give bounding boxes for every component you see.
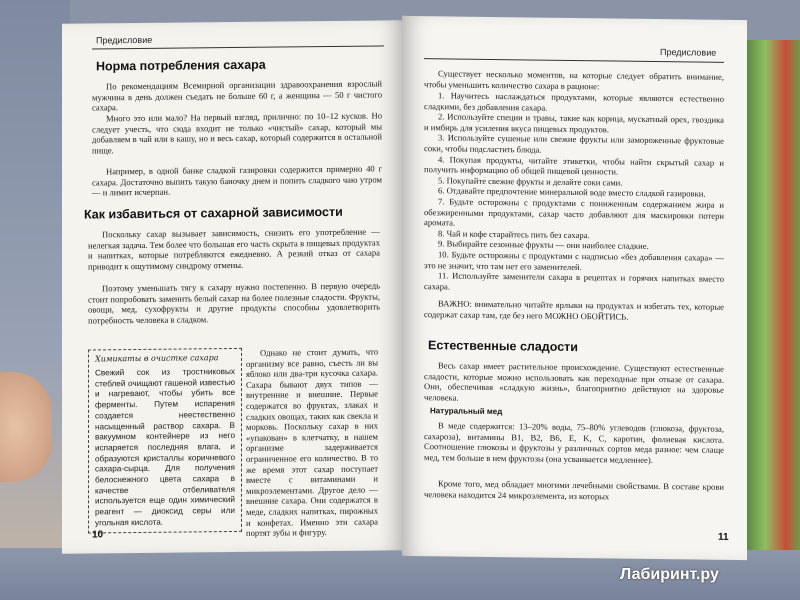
- sidebar-box: [88, 348, 242, 534]
- section-heading: Естественные сладости: [428, 338, 578, 355]
- tips-list-item: 9. Выбирайте сезонные фрукты — они наиболее сладкие.: [438, 238, 649, 252]
- tips-list: [424, 90, 724, 295]
- watermark-logo: Лабиринт.ру: [620, 566, 719, 583]
- sidebar-title: Химикаты в очистке сахара: [95, 353, 219, 364]
- header-rule: [92, 45, 384, 49]
- tips-list-item: 2. Используйте специи и травы, такие как корица, мускатный орех, гвоздика и имбирь для усиления вкуса пищевых продуктов.: [424, 111, 724, 135]
- paragraph: По рекомендациям Всемирной организации здравоохранения взрослый мужчина в день должен съедать не больше 60 г, а женщина — 50 г чистого сахара.: [92, 78, 382, 113]
- right-page: [402, 16, 747, 560]
- tips-list-item: 11. Используйте заменители сахара в рецептах и горячих напитках вместо сахара.: [424, 270, 724, 292]
- book-cover-edge: [742, 40, 800, 550]
- running-header: Предисловие: [96, 34, 153, 46]
- tips-list-item: 6. Отдавайте предпочтение минеральной воде вместо сладкой газировки.: [438, 185, 706, 199]
- page-number: 11: [718, 531, 729, 543]
- hand: [0, 372, 52, 482]
- paragraph: Поэтому уменьшать тягу к сахару нужно постепенно. В первую очередь стоит попробовать заменить белый сахар на более полезные сладости. Фрукты, овощи, мед, сухофрукты и другие продукты способны удовлетворить потребность человека в сладком.: [88, 280, 380, 326]
- tips-list-item: 10. Будьте осторожны с продуктами с надписью «без добавления сахара» — это не значит, что там нет его заменителей.: [424, 249, 724, 272]
- background-left: [0, 0, 70, 600]
- section-heading: Норма потребления сахара: [96, 57, 266, 74]
- sidebar-text: Свежий сок из тростниковых стеблей очищают гашеной известью и нагревают, чтобы убить все ферменты. Путем испарения создается неестественно насыщенный раствор сахара. В вакуумном контейнере из него испаряется последняя влага, и образуются кристаллы коричневого сахара-сырца. Для получения белоснежного цвета сахара в качестве отбеливателя используется еще один химический реагент — диоксид серы или угольная кислота.: [95, 366, 235, 528]
- paragraph: Весь сахар имеет растительное происхождение. Существуют естественные сладости, которые можно использовать как переходные при отказе от сахара. Они, обеспечивая «сладкую жизнь», благоприятно действуют на здоровье человека.: [424, 360, 724, 403]
- paragraph: Например, в одной банке сладкой газировки содержится примерно 40 г сахара. Достаточно выпить такую баночку днем и попить сладкого чаю утром — и лимит исчерпан.: [92, 163, 382, 198]
- paragraph: Однако не стоит думать, что организму все равно, съесть ли вы яблоко или два-три кусочка сахара. Сахара бывают двух типов — внутренние и внешние. Первые содержатся во фруктах, злаках и сладких овощах, таких как свекла и морковь. Поскольку сахар в них «упакован» в клетчатку, в нашем организме задерживается ограниченное его количество. В то же время этот сахар поступает вместе с витаминами и микроэлементами. Другое дело — внешние сахара. Они содержатся в меде, сладких напитках, пирожных и конфетах. Именно эти сахара портят зубы и фигуру.: [246, 346, 378, 538]
- header-rule: [424, 58, 724, 63]
- tips-list-item: 3. Используйте сушеные или свежие фрукты или замороженные фруктовые соки, чтобы подсластить блюда.: [424, 132, 724, 155]
- paragraph: В меде содержится: 13–20% воды, 75–80% углеводов (глюкоза, фруктоза, сахароза), витамины B1, B2, B6, E, K, C, каротин, фолиевая кислота. Соотношение глюкозы и фруктозы у различных сортов меда разное: чем слаще мед, тем больше в нем фруктозы (она усваивается медленнее).: [424, 420, 724, 465]
- paragraph: Поскольку сахар вызывает зависимость, снизить его употребление — нелегкая задача. Тем более что большая его часть скрыта в пищевых продуктах и напитках, которые потребляются ежедневно. А резкий отказ от сахара приводит к ощутимому синдрому отмены.: [88, 226, 380, 272]
- paragraph: Кроме того, мед обладает многими лечебными свойствами. В составе крови человека находится 24 микроэлемента, из которых: [424, 478, 724, 502]
- paragraph: Существует несколько моментов, на которые следует обратить внимание, чтобы уменьшить количество сахара в рационе:: [424, 68, 724, 91]
- important-note: ВАЖНО: внимательно читайте ярлыки на продуктах и избегать тех, которые содержат сахар там, где без него МОЖНО ОБОЙТИСЬ.: [424, 298, 724, 322]
- tips-list-item: 4. Покупая продукты, читайте этикетки, чтобы найти скрытый сахар и получить информацию об общей пищевой ценности.: [424, 153, 724, 177]
- tips-list-item: 5. Покупайте свежие фрукты и делайте соки сами.: [438, 175, 623, 188]
- page-number: 10: [92, 529, 104, 541]
- running-header: Предисловие: [660, 47, 717, 58]
- section-heading: Как избавиться от сахарной зависимости: [84, 204, 343, 222]
- left-page: [62, 20, 404, 554]
- paragraph: Много это или мало? На первый взгляд, прилично: по 10–12 кусков. Но следует учесть, что сюда входит не только «чистый» сахар, который мы добавляем в чай или в кашу, но и весь сахар, который содержится в остальной пище.: [92, 110, 382, 156]
- tips-list-item: 1. Научитесь наслаждаться продуктами, которые являются естественно сладкими, без добавления сахара.: [424, 90, 724, 113]
- subheading: Натуральный мед: [430, 406, 503, 417]
- tips-list-item: 7. Будьте осторожны с продуктами с пониженным содержанием жира и обезжиренными продуктами, сахар часто добавляют для маскировки потери аромата.: [424, 196, 724, 228]
- tips-list-item: 8. Чай и кофе старайтесь пить без сахара.: [438, 228, 590, 240]
